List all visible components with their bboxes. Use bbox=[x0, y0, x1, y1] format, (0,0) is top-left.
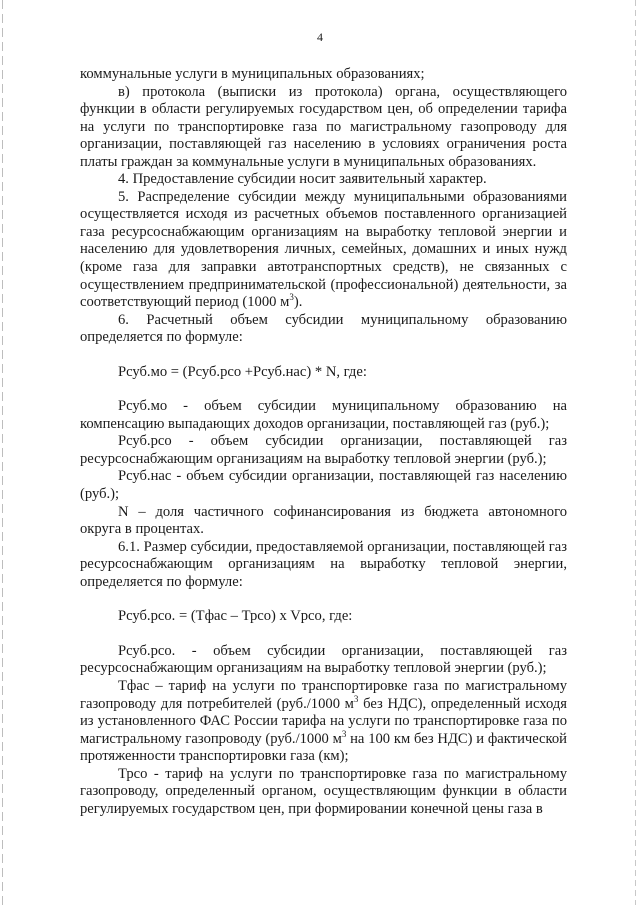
definition-rsub-nas: Рсуб.нас - объем субсидии организации, поставляющей газ населению (руб.); bbox=[80, 468, 567, 503]
cubic-superscript: 3 bbox=[341, 728, 347, 739]
item-5-text: 5. Распределение субсидии между муниципальными образованиями осуществляется исходя из расчетных объемов поставленного организацией газа ресурсоснабжающим организациям на выработку тепловой энергии и населению для удовлетворения личных, семейных, домашних и иных нужд (кроме газа для заправки автотранспортных средств), не связанных с осуществлением предпринимательской (профессиональной) деятельности, за соответствующий период (1000 м bbox=[80, 188, 567, 311]
paragraph-utilities-end: коммунальные услуги в муниципальных образованиях; bbox=[80, 66, 425, 82]
paragraph-protocol: в) протокола (выписки из протокола) органа, осуществляющего функции в области регулируемых государством цен, об определении тарифа на услуги по транспортировке газа по магистральному газопроводу для организации, поставляющей газ населению в условиях ограничения роста платы граждан за коммунальные услуги в муниципальных образованиях. bbox=[80, 83, 567, 170]
definition-rsub-rso-2: Рсуб.рсо. - объем субсидии организации, поставляющей газ ресурсоснабжающим организациям на выработку тепловой энергии (руб.); bbox=[80, 642, 567, 677]
formula-municipal: Рсуб.мо = (Рсуб.рсо +Рсуб.нас) * N, где: bbox=[118, 363, 367, 380]
tfas-text-a: Тфас – тариф на услуги по транспортировке газа по магистральному газопроводу для потребителей (руб./1000 м bbox=[80, 677, 567, 712]
tfas-text-b: без НДС), определенный исходя из установленного ФАС России тарифа на услуги по транспортировке газа по магистральному газопроводу (руб./1000 м bbox=[80, 695, 567, 747]
page-number: 4 bbox=[317, 30, 323, 44]
cubic-superscript: 3 bbox=[289, 292, 294, 303]
item-5-end: ). bbox=[293, 294, 303, 311]
scan-left-edge bbox=[2, 0, 3, 905]
definition-rsub-mo: Рсуб.мо - объем субсидии муниципальному образованию на компенсацию выпадающих доходов организации, поставляющей газ (руб.); bbox=[80, 398, 567, 432]
paragraph-item-4: 4. Предоставление субсидии носит заявительный характер. bbox=[118, 171, 487, 188]
paragraph-item-6: 6. Расчетный объем субсидии муниципальному образованию определяется по формуле: bbox=[80, 311, 567, 346]
paragraph-item-5 bbox=[80, 189, 567, 312]
cubic-superscript: 3 bbox=[353, 693, 359, 704]
definition-tfas bbox=[80, 678, 567, 766]
document-body bbox=[80, 66, 567, 818]
formula-rso: Рсуб.рсо. = (Тфас – Трсо) x Vрсо, где: bbox=[118, 608, 353, 625]
definition-n: N – доля частичного софинансирования из бюджета автономного округа в процентах. bbox=[80, 503, 567, 538]
definition-rsub-rso: Рсуб.рсо - объем субсидии организации, поставляющей газ ресурсоснабжающим организациям на выработку тепловой энергии (руб.); bbox=[80, 433, 567, 467]
paragraph-item-6-1: 6.1. Размер субсидии, предоставляемой организации, поставляющей газ ресурсоснабжающим организациям на выработку тепловой энергии, определяется по формуле: bbox=[80, 538, 567, 590]
tfas-text-c: на 100 км без НДС) и фактической протяженности транспортировки газа (км); bbox=[80, 730, 567, 765]
scan-right-edge bbox=[635, 0, 636, 905]
definition-trso: Трсо - тариф на услуги по транспортировке газа по магистральному газопроводу, определенный органом, осуществляющим функции в области регулируемых государством цен, при формировании конечной цены газа в bbox=[80, 765, 567, 817]
